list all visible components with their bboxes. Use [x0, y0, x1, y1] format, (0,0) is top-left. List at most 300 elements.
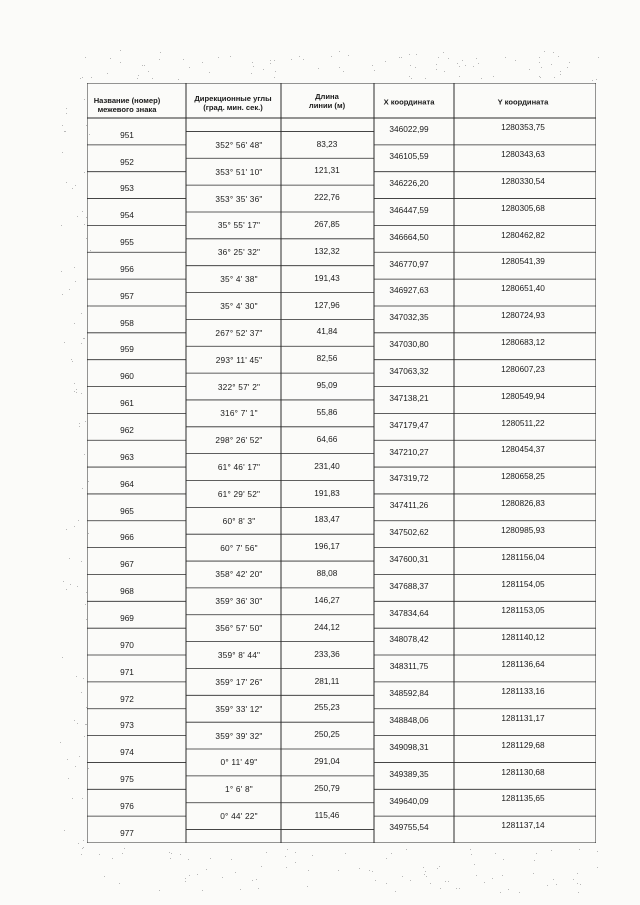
- x-coordinate: 347210,27: [389, 446, 429, 457]
- scan-speck: [541, 67, 542, 68]
- header-point-name-line2: межевого знака: [97, 105, 157, 114]
- scan-speck: [471, 854, 472, 855]
- scan-speck: [119, 883, 120, 884]
- x-coordinate: 349755,54: [389, 822, 429, 833]
- scan-speck: [339, 51, 340, 52]
- scan-speck: [493, 76, 494, 77]
- point-number: 955: [120, 237, 134, 248]
- scan-speck: [386, 858, 387, 859]
- scan-speck: [82, 211, 83, 212]
- scan-speck: [83, 847, 84, 848]
- scan-speck: [372, 65, 373, 66]
- scan-speck: [78, 843, 79, 844]
- scan-speck: [274, 77, 275, 78]
- y-coordinate: 1280343,63: [501, 148, 545, 159]
- scan-speck: [331, 56, 332, 57]
- scan-speck: [580, 884, 581, 885]
- line-length: 132,32: [314, 245, 340, 256]
- x-coordinate: 346105,59: [389, 151, 429, 162]
- direction-angle: 35° 4' 30": [220, 300, 258, 311]
- scan-speck: [484, 882, 485, 883]
- scan-speck: [443, 52, 444, 53]
- line-length: 88,08: [316, 568, 338, 579]
- y-coordinate: 1280541,39: [501, 256, 545, 267]
- scan-speck: [503, 859, 504, 860]
- direction-angle: 0° 11' 49": [220, 757, 258, 768]
- direction-angle: 353° 35' 36": [215, 193, 263, 204]
- scan-speck: [462, 60, 463, 61]
- scan-speck: [359, 868, 360, 869]
- scan-speck: [456, 888, 457, 889]
- point-number: 964: [120, 478, 134, 489]
- scan-speck: [222, 877, 223, 878]
- x-coordinate: 346664,50: [389, 231, 429, 242]
- point-number: 963: [120, 451, 134, 462]
- x-coordinate: 348078,42: [389, 634, 429, 645]
- scan-speck: [252, 62, 253, 63]
- scan-speck: [553, 52, 554, 53]
- scan-speck: [505, 57, 506, 58]
- direction-angle: 36° 25' 32": [217, 247, 261, 258]
- scan-speck: [556, 884, 557, 885]
- scan-speck: [508, 889, 509, 890]
- scan-speck: [84, 99, 85, 100]
- scan-speck: [77, 586, 78, 587]
- scan-speck: [399, 57, 400, 58]
- scan-speck: [185, 881, 186, 882]
- direction-angle: 35° 55' 17": [217, 220, 261, 231]
- x-coordinate: 347834,64: [389, 607, 429, 618]
- scan-speck: [318, 68, 319, 69]
- x-coordinate: 347179,47: [389, 419, 429, 430]
- line-length: 183,47: [314, 514, 340, 525]
- scan-speck: [240, 889, 241, 890]
- scan-speck: [142, 65, 143, 66]
- scan-speck: [569, 62, 570, 63]
- y-coordinate: 1280683,12: [501, 336, 545, 347]
- scan-speck: [76, 389, 77, 390]
- scan-speck: [270, 60, 271, 61]
- direction-angle: 353° 51' 10": [215, 166, 263, 177]
- y-coordinate: 1281133,16: [501, 686, 545, 697]
- scan-speck: [72, 798, 73, 799]
- y-coordinate: 1280454,37: [501, 444, 545, 455]
- direction-angle: 359° 33' 12": [215, 703, 263, 714]
- scan-speck: [465, 65, 466, 66]
- scan-speck: [553, 879, 554, 880]
- point-number: 962: [120, 425, 134, 436]
- x-coordinate: 346022,99: [389, 124, 429, 135]
- scan-speck: [343, 71, 344, 72]
- scan-speck: [539, 62, 540, 63]
- scan-speck: [266, 852, 267, 853]
- scan-speck: [86, 217, 87, 218]
- scan-speck: [66, 108, 67, 109]
- line-length: 121,31: [314, 165, 340, 176]
- scan-speck: [63, 581, 64, 582]
- scan-speck: [62, 294, 63, 295]
- point-number: 969: [120, 612, 134, 623]
- point-number: 974: [120, 747, 134, 758]
- scan-speck: [438, 57, 439, 58]
- direction-angle: 356° 57' 50": [215, 623, 263, 634]
- scan-speck: [83, 678, 84, 679]
- scan-speck: [84, 224, 85, 225]
- header-x-coordinate: X координата: [383, 97, 435, 107]
- scan-speck: [62, 125, 63, 126]
- scan-speck: [85, 57, 86, 58]
- scan-speck: [411, 78, 412, 79]
- x-coordinate: 347600,31: [389, 553, 429, 564]
- scan-speck: [74, 383, 75, 384]
- line-length: 196,17: [314, 541, 340, 552]
- y-coordinate: 1280985,93: [501, 524, 545, 535]
- y-coordinate: 1281153,05: [501, 605, 545, 616]
- x-coordinate: 347063,32: [389, 365, 429, 376]
- point-number: 957: [120, 290, 134, 301]
- scan-speck: [62, 657, 63, 658]
- direction-angle: 1° 6' 8": [225, 784, 253, 795]
- scan-speck: [170, 858, 171, 859]
- scan-speck: [137, 78, 138, 79]
- scan-speck: [77, 723, 78, 724]
- scan-speck: [515, 60, 516, 61]
- x-coordinate: 347032,35: [389, 312, 429, 323]
- scan-speck: [72, 361, 73, 362]
- y-coordinate: 1281135,65: [501, 793, 545, 804]
- scan-speck: [82, 798, 83, 799]
- scan-speck: [66, 589, 67, 590]
- scan-speck: [345, 853, 346, 854]
- x-coordinate: 346770,97: [389, 258, 429, 269]
- scan-speck: [448, 881, 449, 882]
- y-coordinate: 1281136,64: [501, 659, 545, 670]
- scan-speck: [285, 856, 286, 857]
- point-number: 958: [120, 317, 134, 328]
- scan-speck: [86, 724, 87, 725]
- y-coordinate: 1280305,68: [501, 202, 545, 213]
- y-coordinate: 1280511,22: [501, 417, 545, 428]
- scan-speck: [495, 853, 496, 854]
- scan-speck: [75, 185, 76, 186]
- line-length: 41,84: [316, 326, 338, 337]
- scan-speck: [263, 69, 264, 70]
- line-length: 191,43: [314, 272, 340, 283]
- x-coordinate: 347688,37: [389, 580, 429, 591]
- scan-speck: [81, 343, 82, 344]
- scan-speck: [81, 393, 82, 394]
- scan-speck: [86, 707, 87, 708]
- scan-speck: [69, 558, 70, 559]
- x-coordinate: 348592,84: [389, 688, 429, 699]
- scan-speck: [544, 51, 545, 52]
- scan-speck: [291, 59, 292, 60]
- scan-speck: [578, 892, 579, 893]
- direction-angle: 359° 39' 32": [215, 730, 263, 741]
- scan-speck: [120, 62, 121, 63]
- scan-speck: [188, 859, 189, 860]
- point-number: 959: [120, 344, 134, 355]
- point-number: 951: [120, 129, 134, 140]
- scan-speck: [144, 65, 145, 66]
- scan-speck: [76, 392, 77, 393]
- scan-speck: [189, 67, 190, 68]
- scan-speck: [473, 66, 474, 67]
- direction-angle: 298° 26' 52": [215, 435, 263, 446]
- point-number: 972: [120, 693, 134, 704]
- scan-speck: [261, 866, 262, 867]
- scan-speck: [500, 892, 501, 893]
- scan-speck: [597, 867, 598, 868]
- scan-speck: [60, 742, 61, 743]
- scan-speck: [409, 76, 410, 77]
- scan-speck: [560, 71, 561, 72]
- point-number: 952: [120, 156, 134, 167]
- scan-speck: [579, 849, 580, 850]
- point-number: 968: [120, 586, 134, 597]
- scan-speck: [401, 57, 402, 58]
- header-direction-angles: [194, 94, 271, 112]
- point-number: 960: [120, 371, 134, 382]
- scan-speck: [231, 859, 232, 860]
- direction-angle: 358° 42' 20": [215, 569, 263, 580]
- scan-speck: [178, 79, 179, 80]
- direction-angle: 60° 8' 3": [222, 515, 256, 526]
- scan-speck: [597, 851, 598, 852]
- scan-speck: [256, 879, 257, 880]
- scan-speck: [395, 891, 396, 892]
- line-length: 250,79: [314, 782, 340, 793]
- point-number: 954: [120, 210, 134, 221]
- scan-speck: [61, 225, 62, 226]
- line-length: 281,11: [314, 675, 340, 686]
- scan-speck: [474, 864, 475, 865]
- scan-speck: [152, 78, 153, 79]
- direction-angle: 316° 7' 1": [220, 408, 258, 419]
- scan-speck: [75, 766, 76, 767]
- scan-speck: [426, 876, 427, 877]
- scan-speck: [307, 886, 308, 887]
- scan-speck: [391, 853, 392, 854]
- direction-angle: 359° 17' 26": [215, 676, 263, 687]
- line-length: 255,23: [314, 702, 340, 713]
- scan-speck: [577, 873, 578, 874]
- scan-speck: [74, 323, 75, 324]
- scan-speck: [439, 866, 440, 867]
- scan-speck: [424, 874, 425, 875]
- header-line-length-line2: линии (м): [308, 101, 346, 110]
- point-number: 967: [120, 559, 134, 570]
- scan-speck: [86, 592, 87, 593]
- direction-angle: 352° 56' 48": [215, 139, 263, 150]
- header-direction-angles-line1: Дирекционные углы: [194, 94, 272, 103]
- scan-speck: [547, 885, 548, 886]
- x-coordinate: 347411,26: [389, 500, 429, 511]
- scan-speck: [409, 54, 410, 55]
- line-length: 83,23: [316, 138, 338, 149]
- scan-speck: [86, 238, 87, 239]
- scan-speck: [416, 54, 417, 55]
- scan-speck: [88, 481, 89, 482]
- scan-speck: [81, 313, 82, 314]
- scan-speck: [61, 271, 62, 272]
- table-grid-lines: [87, 83, 596, 843]
- scan-speck: [481, 78, 482, 79]
- line-length: 82,56: [316, 353, 338, 364]
- direction-angle: 61° 29' 52": [217, 488, 261, 499]
- scan-speck: [287, 849, 288, 850]
- scan-speck: [189, 875, 190, 876]
- x-coordinate: 347319,72: [389, 473, 429, 484]
- scan-speck: [82, 77, 83, 78]
- scan-speck: [159, 59, 160, 60]
- y-coordinate: 1281137,14: [501, 820, 545, 831]
- line-length: 64,66: [316, 433, 338, 444]
- line-length: 55,86: [316, 407, 338, 418]
- scan-speck: [551, 64, 552, 65]
- scan-speck: [252, 880, 253, 881]
- scan-speck: [567, 67, 568, 68]
- scan-speck: [88, 533, 89, 534]
- scan-speck: [539, 57, 540, 58]
- scan-speck: [83, 840, 84, 841]
- scan-speck: [197, 874, 198, 875]
- point-number: 977: [120, 827, 134, 838]
- point-number: 973: [120, 720, 134, 731]
- scan-speck: [70, 584, 71, 585]
- scan-speck: [385, 61, 386, 62]
- scan-speck: [210, 858, 211, 859]
- direction-angle: 359° 8' 44": [217, 650, 261, 661]
- scan-speck: [79, 423, 80, 424]
- line-length: 233,36: [314, 648, 340, 659]
- scan-speck: [436, 69, 437, 70]
- y-coordinate: 1280658,25: [501, 471, 545, 482]
- point-number: 965: [120, 505, 134, 516]
- scan-speck: [171, 853, 172, 854]
- scan-speck: [202, 62, 203, 63]
- scan-speck: [85, 421, 86, 422]
- scan-speck: [230, 56, 231, 57]
- scan-speck: [275, 71, 276, 72]
- scan-speck: [89, 134, 90, 135]
- scan-speck: [75, 281, 76, 282]
- line-length: 146,27: [314, 594, 340, 605]
- scan-speck: [596, 79, 597, 80]
- scan-speck: [560, 74, 561, 75]
- scan-speck: [540, 77, 541, 78]
- scan-speck: [99, 854, 100, 855]
- scan-speck: [104, 876, 105, 877]
- scan-speck: [445, 881, 446, 882]
- scan-speck: [534, 860, 535, 861]
- scan-speck: [539, 76, 540, 77]
- scan-speck: [81, 854, 82, 855]
- scan-speck: [81, 692, 82, 693]
- scan-speck: [253, 66, 254, 67]
- scan-speck: [598, 57, 599, 58]
- scan-speck: [79, 756, 80, 757]
- scan-speck: [185, 878, 186, 879]
- direction-angle: 322° 57' 2": [217, 381, 261, 392]
- scan-speck: [74, 720, 75, 721]
- y-coordinate: 1280651,40: [501, 283, 545, 294]
- y-coordinate: 1281131,17: [501, 712, 545, 723]
- scan-speck: [295, 862, 296, 863]
- scan-speck: [84, 736, 85, 737]
- scan-speck: [440, 888, 441, 889]
- line-length: 244,12: [314, 621, 340, 632]
- scan-speck: [71, 359, 72, 360]
- scan-speck: [80, 78, 81, 79]
- header-line-length: [309, 92, 345, 110]
- scan-speck: [85, 604, 86, 605]
- scan-speck: [372, 871, 373, 872]
- scan-speck: [425, 871, 426, 872]
- scan-speck: [62, 152, 63, 153]
- scan-speck: [436, 64, 437, 65]
- scan-speck: [74, 526, 75, 527]
- scan-speck: [138, 75, 139, 76]
- scan-speck: [459, 76, 460, 77]
- y-coordinate: 1281156,04: [501, 551, 545, 562]
- point-number: 971: [120, 666, 134, 677]
- scan-speck: [308, 870, 309, 871]
- point-number: 953: [120, 183, 134, 194]
- scan-speck: [169, 852, 170, 853]
- direction-angle: 267° 52' 37": [215, 327, 263, 338]
- scan-speck: [84, 454, 85, 455]
- scan-speck: [76, 676, 77, 677]
- scan-speck: [457, 63, 458, 64]
- scan-speck: [89, 306, 90, 307]
- y-coordinate: 1280462,82: [501, 229, 545, 240]
- scan-speck: [77, 216, 78, 217]
- scan-speck: [386, 883, 387, 884]
- scan-speck: [69, 289, 70, 290]
- line-length: 95,09: [316, 380, 338, 391]
- line-length: 222,76: [314, 192, 340, 203]
- scan-speck: [437, 868, 438, 869]
- scan-speck: [430, 883, 431, 884]
- scan-speck: [338, 870, 339, 871]
- scan-speck: [88, 768, 89, 769]
- scan-speck: [299, 56, 300, 57]
- direction-angle: 35° 4' 38": [220, 274, 258, 285]
- direction-angle: 60° 7' 56": [220, 542, 258, 553]
- scan-speck: [180, 854, 181, 855]
- scan-speck: [84, 338, 85, 339]
- scan-speck: [66, 182, 67, 183]
- scan-speck: [295, 852, 296, 853]
- header-y-coordinate: Y координата: [497, 97, 549, 107]
- scan-speck: [470, 849, 471, 850]
- scan-speck: [110, 58, 111, 59]
- scan-speck: [573, 879, 574, 880]
- y-coordinate: 1280607,23: [501, 363, 545, 374]
- scan-speck: [448, 58, 449, 59]
- line-length: 115,46: [314, 809, 340, 820]
- scan-speck: [519, 892, 520, 893]
- scan-speck: [533, 873, 534, 874]
- scan-speck: [374, 70, 375, 71]
- header-line-length-line1: Длина: [315, 92, 339, 101]
- scan-speck: [251, 73, 252, 74]
- y-coordinate: 1281129,68: [501, 739, 545, 750]
- scan-speck: [86, 125, 87, 126]
- scan-speck: [82, 488, 83, 489]
- scan-speck: [78, 520, 79, 521]
